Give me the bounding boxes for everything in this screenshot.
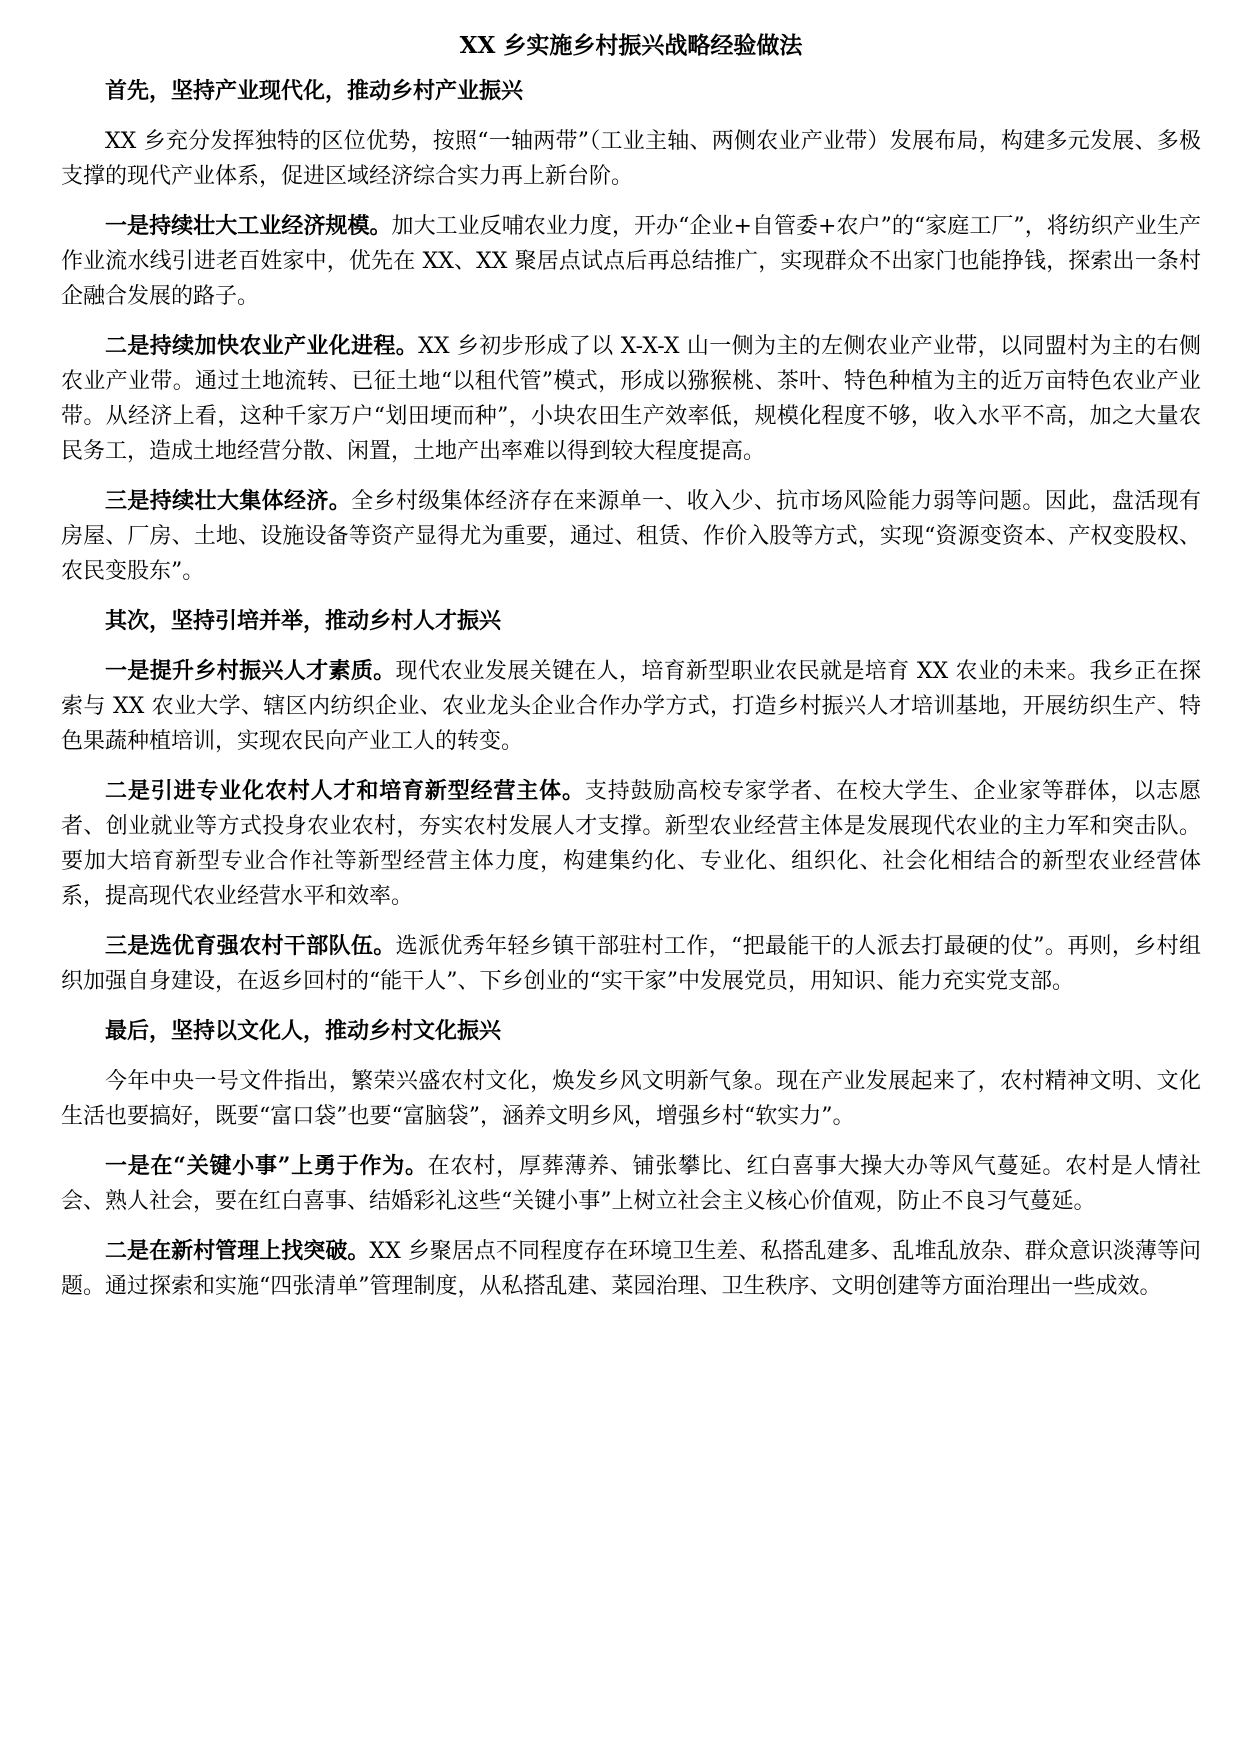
- paragraph-body: 全乡村级集体经济存在来源单一、收入少、抗市场风险能力弱等问题。因此，盘活现有房屋、厂房、土地、设施设备等资产显得尤为重要，通过、租赁、作价入股等方式，实现“资源变资本、产权变股权、农民变股东”。: [61, 489, 1201, 584]
- section-heading-talent: 其次，坚持引培并举，推动乡村人才振兴: [105, 608, 502, 634]
- paragraph-talent-point-2: [61, 774, 1201, 914]
- paragraph-body: XX 乡充分发挥独特的区位优势，按照“一轴两带”（工业主轴、两侧农业产业带）发展布局，构建多元发展、多极支撑的现代产业体系，促进区域经济综合实力再上新台阶。: [61, 129, 1201, 189]
- paragraph-lead: 一是提升乡村振兴人才素质。: [105, 658, 396, 684]
- paragraph-culture-intro: [61, 1064, 1201, 1134]
- paragraph-lead: 一是在“关键小事”上勇于作为。: [105, 1153, 428, 1179]
- paragraph-industry-point-2: [61, 329, 1201, 469]
- paragraph-talent-point-3: [61, 929, 1201, 999]
- document-page: [61, 28, 1201, 1319]
- paragraph-body: 今年中央一号文件指出，繁荣兴盛农村文化，焕发乡风文明新气象。现在产业发展起来了，农村精神文明、文化生活也要搞好，既要“富口袋”也要“富脑袋”，涵养文明乡风，增强乡村“软实力”。: [61, 1069, 1201, 1129]
- document-title: XX 乡实施乡村振兴战略经验做法: [459, 32, 803, 59]
- paragraph-lead: 三是选优育强农村干部队伍。: [105, 933, 396, 959]
- paragraph-talent-point-1: [61, 654, 1201, 759]
- paragraph-culture-point-2: [61, 1234, 1201, 1304]
- paragraph-body: 现代农业发展关键在人，培育新型职业农民就是培育 XX 农业的未来。我乡正在探索与 XX 农业大学、辖区内纺织企业、农业龙头企业合作办学方式，打造乡村振兴人才培训基地，开展纺织生产、特色果蔬种植培训，实现农民向产业工人的转变。: [61, 659, 1201, 754]
- section-heading-culture: 最后，坚持以文化人，推动乡村文化振兴: [105, 1018, 502, 1044]
- paragraph-lead: 三是持续壮大集体经济。: [105, 488, 352, 514]
- paragraph-body: 加大工业反哺农业力度，开办“企业+自管委+农户”的“家庭工厂”，将纺织产业生产作业流水线引进老百姓家中，优先在 XX、XX 聚居点试点后再总结推广，实现群众不出家门也能挣钱，探索出一条村企融合发展的路子。: [61, 214, 1201, 309]
- paragraph-body: XX 乡聚居点不同程度存在环境卫生差、私搭乱建多、乱堆乱放杂、群众意识淡薄等问题。通过探索和实施“四张清单”管理制度，从私搭乱建、菜园治理、卫生秩序、文明创建等方面治理出一些成效。: [61, 1239, 1201, 1299]
- paragraph-industry-point-1: [61, 209, 1201, 314]
- paragraph-body: XX 乡初步形成了以 X-X-X 山一侧为主的左侧农业产业带，以同盟村为主的右侧农业产业带。通过土地流转、已征土地“以租代管”模式，形成以猕猴桃、茶叶、特色种植为主的近万亩特色农业产业带。从经济上看，这种千家万户“划田埂而种”，小块农田生产效率低，规模化程度不够，收入水平不高，加之大量农民务工，造成土地经营分散、闲置，土地产出率难以得到较大程度提高。: [61, 334, 1201, 464]
- paragraph-body: 在农村，厚葬薄养、铺张攀比、红白喜事大操大办等风气蔓延。农村是人情社会、熟人社会，要在红白喜事、结婚彩礼这些“关键小事”上树立社会主义核心价值观，防止不良习气蔓延。: [61, 1154, 1201, 1214]
- paragraph-culture-point-1: [61, 1149, 1201, 1219]
- paragraph-lead: 一是持续壮大工业经济规模。: [105, 213, 392, 239]
- paragraph-industry-point-3: [61, 484, 1201, 589]
- paragraph-industry-intro: [61, 124, 1201, 194]
- paragraph-lead: 二是在新村管理上找突破。: [105, 1238, 370, 1264]
- section-heading-industry: 首先，坚持产业现代化，推动乡村产业振兴: [105, 78, 524, 104]
- paragraph-body: 支持鼓励高校专家学者、在校大学生、企业家等群体，以志愿者、创业就业等方式投身农业农村，夯实农村发展人才支撑。新型农业经营主体是发展现代农业的主力军和突击队。要加大培育新型专业合作社等新型经营主体力度，构建集约化、专业化、组织化、社会化相结合的新型农业经营体系，提高现代农业经营水平和效率。: [61, 779, 1201, 909]
- paragraph-body: 选派优秀年轻乡镇干部驻村工作，“把最能干的人派去打最硬的仗”。再则，乡村组织加强自身建设，在返乡回村的“能干人”、下乡创业的“实干家”中发展党员，用知识、能力充实党支部。: [61, 934, 1201, 994]
- paragraph-lead: 二是引进专业化农村人才和培育新型经营主体。: [105, 778, 585, 804]
- paragraph-lead: 二是持续加快农业产业化进程。: [105, 333, 419, 359]
